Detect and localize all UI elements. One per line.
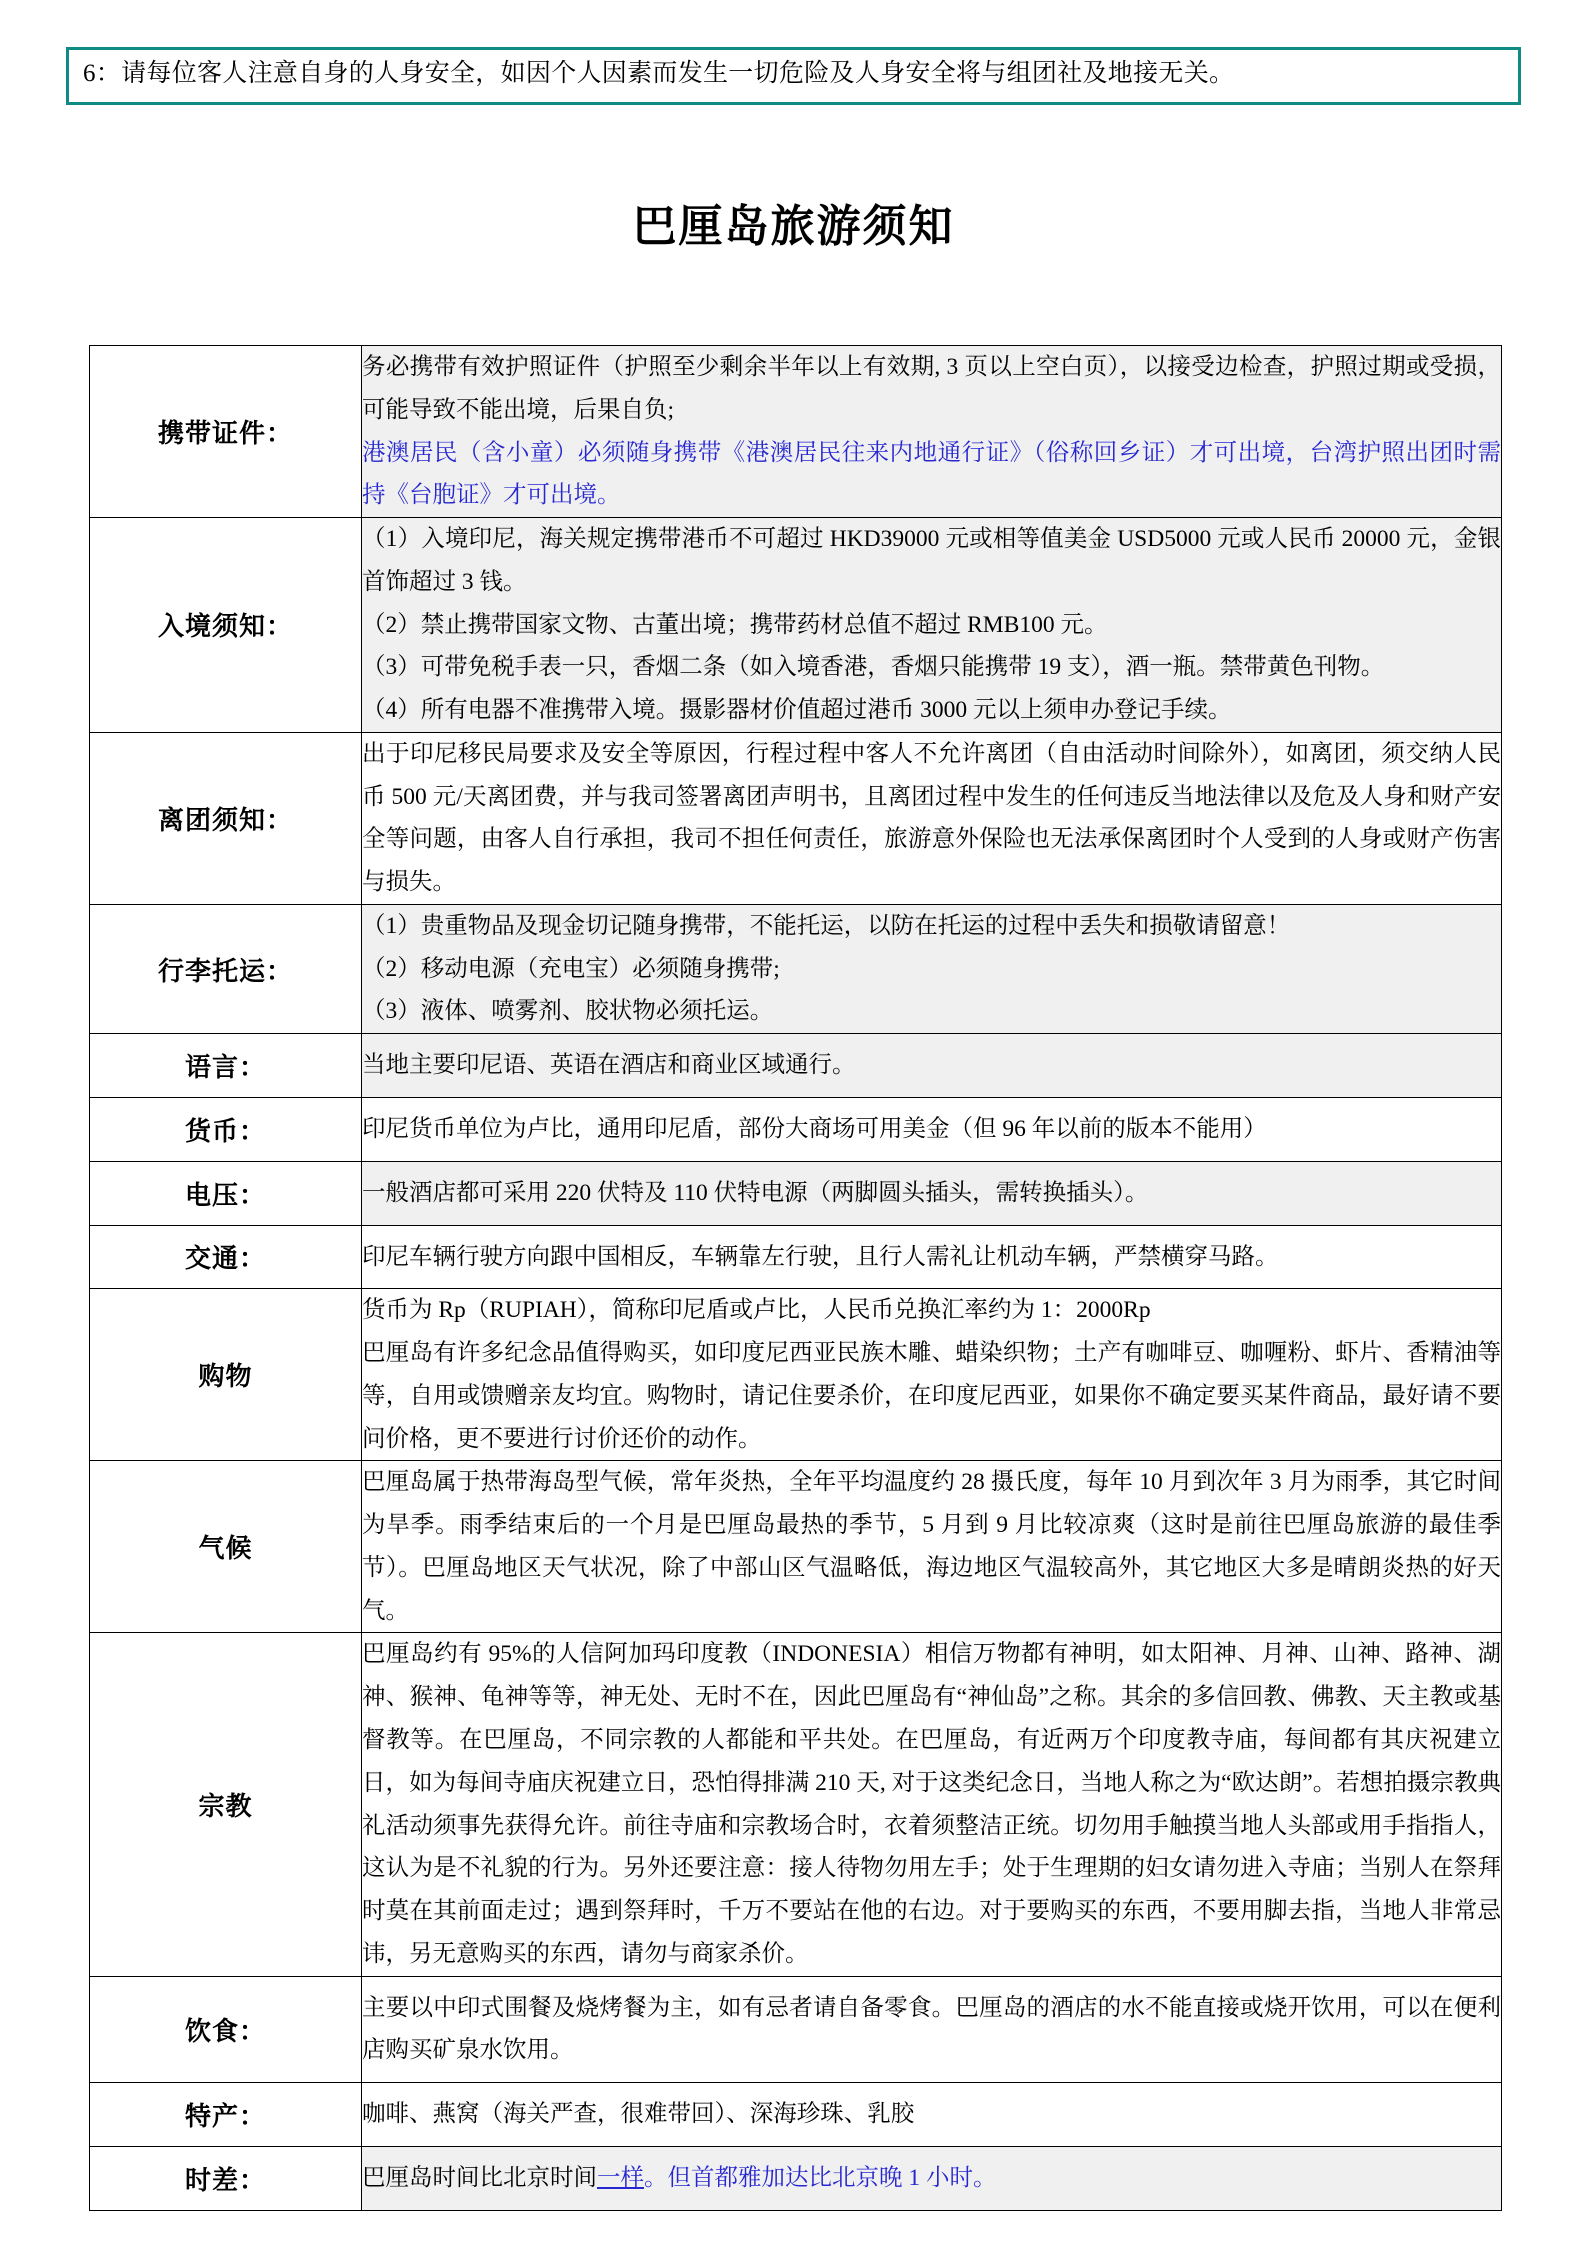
row-label: 购物 [90,1289,362,1461]
content-paragraph: 出于印尼移民局要求及安全等原因，行程过程中客人不允许离团（自由活动时间除外），如离团，须交纳人民币 500 元/天离团费，并与我司签署离团声明书，且离团过程中发生的任何违反当地法律以及危及人身和财产安全等问题，由客人自行承担，我司不担任何责任，旅游意外保险也无法承保离团时个人受到的人身或财产伤害与损失。 [362,740,1501,896]
content-paragraph: （4）所有电器不准携带入境。摄影器材价值超过港币 3000 元以上须申办登记手续。 [362,697,1232,724]
table-row [90,1098,1502,1162]
table-row [90,1289,1502,1461]
content-paragraph: （1）入境印尼，海关规定携带港币不可超过 HKD39000 元或相等值美金 USD5000 元或人民币 20000 元，金银首饰超过 3 钱。 [362,526,1501,595]
table-body [90,346,1502,2211]
content-paragraph: 巴厘岛属于热带海岛型气候，常年炎热，全年平均温度约 28 摄氏度，每年 10 月到次年 3 月为雨季，其它时间为旱季。雨季结束后的一个月是巴厘岛最热的季节，5 月到 9 月比较凉爽（这时是前往巴厘岛旅游的最佳季节）。巴厘岛地区天气状况，除了中部山区气温略低，海边地区气温较高外，其它地区大多是晴朗炎热的好天气。 [362,1469,1501,1624]
row-content [362,732,1502,904]
row-content [362,1633,1502,1976]
content-paragraph: 务必携带有效护照证件（护照至少剩余半年以上有效期, 3 页以上空白页），以接受边检查，护照过期或受损，可能导致不能出境，后果自负; [362,354,1501,423]
content-paragraph [362,2157,1501,2200]
content-paragraph: 主要以中印式围餐及烧烤餐为主，如有忌者请自备零食。巴厘岛的酒店的水不能直接或烧开饮用，可以在便利店购买矿泉水饮用。 [362,1994,1501,2064]
content-paragraph: 巴厘岛有许多纪念品值得购买，如印度尼西亚民族木雕、蜡染织物；土产有咖啡豆、咖喱粉、虾片、香精油等等，自用或馈赠亲友均宜。购物时，请记住要杀价，在印度尼西亚，如果你不确定要买某件商品，最好请不要问价格，更不要进行讨价还价的动作。 [362,1340,1501,1452]
row-content [362,1289,1502,1461]
row-content [362,1461,1502,1633]
row-label: 离团须知： [90,732,362,904]
page-title: 巴厘岛旅游须知 [632,201,955,252]
content-paragraph: 巴厘岛约有 95%的人信阿加玛印度教（INDONESIA）相信万物都有神明，如太阳神、月神、山神、路神、湖神、猴神、龟神等等，神无处、无时不在，因此巴厘岛有“神仙岛”之称。其余的多信回教、佛教、天主教或基督教等。在巴厘岛，不同宗教的人都能和平共处。在巴厘岛，有近两万个印度教寺庙，每间都有其庆祝建立日，如为每间寺庙庆祝建立日，恐怕得排满 210 天, 对于这类纪念日，当地人称之为“欧达朗”。若想拍摄宗教典礼活动须事先获得允许。前往寺庙和宗教场合时，衣着须整洁正统。切勿用手触摸当地人头部或用手指指人，这认为是不礼貌的行为。另外还要注意：接人待物勿用左手；处于生理期的妇女请勿进入寺庙；当别人在祭拜时莫在其前面走过；遇到祭拜时，千万不要站在他的右边。对于要购买的东西，不要用脚去指，当地人非常忌讳，另无意购买的东西，请勿与商家杀价。 [362,1641,1501,1967]
row-content [362,2083,1502,2147]
row-label: 特产： [90,2083,362,2147]
table-row [90,2083,1502,2147]
content-segment: 。但首都雅加达比北京晚 1 小时。 [644,2164,997,2191]
row-label: 气候 [90,1461,362,1633]
row-label: 携带证件： [90,346,362,518]
row-content [362,904,1502,1033]
table-row [90,1161,1502,1225]
table-row [90,2146,1502,2210]
row-content [362,1034,1502,1098]
travel-notice-table-wrapper [89,345,1501,2211]
table-row [90,346,1502,518]
row-label: 入境须知： [90,518,362,733]
content-segment: 巴厘岛时间比北京时间 [362,2164,597,2191]
row-content [362,1161,1502,1225]
table-row [90,904,1502,1033]
row-label: 语言： [90,1034,362,1098]
table-row [90,1225,1502,1289]
table-row [90,1034,1502,1098]
row-label: 行李托运： [90,904,362,1033]
content-paragraph: 印尼车辆行驶方向跟中国相反，车辆靠左行驶，且行人需礼让机动车辆，严禁横穿马路。 [362,1243,1279,1270]
row-content [362,518,1502,733]
safety-notice-text: 6：请每位客人注意自身的人身安全，如因个人因素而发生一切危险及人身安全将与组团社及地接无关。 [83,60,1235,87]
table-row [90,1461,1502,1633]
content-paragraph: 货币为 Rp（RUPIAH），简称印尼盾或卢比，人民币兑换汇率约为 1：2000Rp [362,1297,1151,1324]
row-label: 饮食： [90,1976,362,2083]
content-paragraph: 当地主要印尼语、英语在酒店和商业区域通行。 [362,1052,856,1079]
content-paragraph: 咖啡、燕窝（海关严查，很难带回）、深海珍珠、乳胶 [362,2101,915,2128]
content-paragraph: 港澳居民（含小童）必须随身携带《港澳居民往来内地通行证》（俗称回乡证）才可出境，台湾护照出团时需持《台胞证》才可出境。 [362,439,1501,509]
row-content [362,1225,1502,1289]
row-label: 货币： [90,1098,362,1162]
content-paragraph: （2）禁止携带国家文物、古董出境；携带药材总值不超过 RMB100 元。 [362,611,1108,638]
row-label: 电压： [90,1161,362,1225]
row-content [362,1098,1502,1162]
row-label: 交通： [90,1225,362,1289]
travel-notice-table [89,345,1502,2211]
row-content [362,1976,1502,2083]
content-paragraph: （3）液体、喷雾剂、胶状物必须托运。 [362,998,774,1025]
table-row [90,1976,1502,2083]
row-label: 时差： [90,2146,362,2210]
content-paragraph: （2）移动电源（充电宝）必须随身携带; [362,955,780,982]
content-paragraph: 一般酒店都可采用 220 伏特及 110 伏特电源（两脚圆头插头，需转换插头）。 [362,1179,1149,1206]
content-paragraph: （1）贵重物品及现金切记随身携带，不能托运，以防在托运的过程中丢失和损敬请留意！ [362,912,1291,939]
content-paragraph: 印尼货币单位为卢比，通用印尼盾，部份大商场可用美金（但 96 年以前的版本不能用） [362,1116,1267,1143]
row-label: 宗教 [90,1633,362,1976]
content-paragraph: （3）可带免税手表一只，香烟二条（如入境香港，香烟只能携带 19 支），酒一瓶。禁带黄色刊物。 [362,654,1385,681]
table-row [90,732,1502,904]
table-row [90,518,1502,733]
table-row [90,1633,1502,1976]
content-segment: 一样 [597,2164,644,2191]
safety-notice-box [66,47,1521,105]
row-content [362,346,1502,518]
row-content [362,2146,1502,2210]
